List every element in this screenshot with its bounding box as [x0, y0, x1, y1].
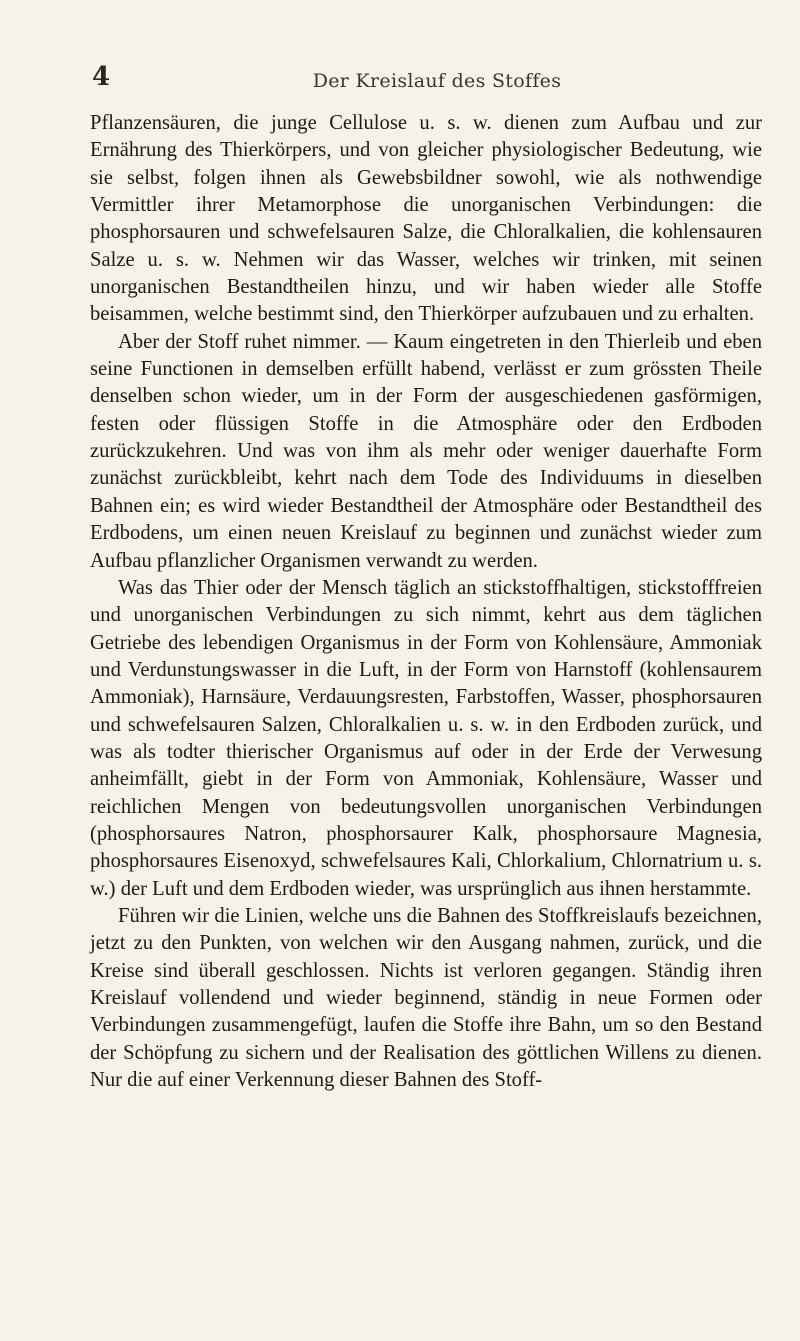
page-number: 4 [92, 62, 111, 92]
body-text [90, 110, 762, 1094]
page-header [92, 62, 782, 98]
running-head: Der Kreislauf des Stoffes [312, 70, 562, 92]
paragraph-2: Aber der Stoff ruhet nimmer. — Kaum eingetreten in den Thierleib und eben seine Functionen in demselben erfüllt habend, verlässt er zum grössten Theile denselben schon wieder, um in der Form der ausgeschiedenen gasförmigen, festen oder flüssigen Stoffe in die Atmosphäre oder den Erdboden zurückzukehren. Und was von ihm als mehr oder weniger dauerhafte Form zunächst zurückbleibt, kehrt nach dem Tode des Individuums in dieselben Bahnen ein; es wird wieder Bestandtheil der Atmosphäre oder Bestandtheil des Erdbodens, um einen neuen Kreislauf zu beginnen und zunächst wieder zum Aufbau pflanzlicher Organismen verwandt zu werden. [90, 330, 762, 572]
paragraph-3: Was das Thier oder der Mensch täglich an stickstoffhaltigen, stickstofffreien und unorganischen Verbindungen zu sich nimmt, kehrt aus dem täglichen Getriebe des lebendigen Organismus in der Form von Kohlensäure, Ammoniak und Verdunstungswasser in die Luft, in der Form von Harnstoff (kohlensaurem Ammoniak), Harnsäure, Verdauungsresten, Farbstoffen, Wasser, phosphorsauren und schwefelsauren Salzen, Chloralkalien u. s. w. in den Erdboden zurück, und was als todter thierischer Organismus auf oder in der Erde der Verwesung anheimfällt, giebt in der Form von Ammoniak, Kohlensäure, Wasser und reichlichen Mengen von bedeutungsvollen unorganischen Verbindungen (phosphorsaures Natron, phosphorsaurer Kalk, phosphorsaure Magnesia, phosphorsaures Eisenoxyd, schwefelsaures Kali, Chlorkalium, Chlornatrium u. s. w.) der Luft und dem Erdboden wieder, was ursprünglich aus ihnen herstammte. [90, 576, 762, 900]
paragraph-4: Führen wir die Linien, welche uns die Bahnen des Stoffkreislaufs bezeichnen, jetzt zu den Punkten, von welchen wir den Ausgang nahmen, zurück, und die Kreise sind überall geschlossen. Nichts ist verloren gegangen. Ständig ihren Kreislauf vollendend und wieder beginnend, ständig in neue Formen oder Verbindungen zusammengefügt, laufen die Stoffe ihre Bahn, um so den Bestand der Schöpfung zu sichern und der Realisation des göttlichen Willens zu dienen. Nur die auf einer Verkennung dieser Bahnen des Stoff- [90, 904, 762, 1092]
paragraph-1: Pflanzensäuren, die junge Cellulose u. s. w. dienen zum Aufbau und zur Ernährung des Thierkörpers, und von gleicher physiologischer Bedeutung, wie sie selbst, folgen ihnen als Gewebsbildner sowohl, wie als nothwendige Vermittler ihrer Metamorphose die unorganischen Verbindungen: die phosphorsauren und schwefelsauren Salze, die Chloralkalien, die kohlensauren Salze u. s. w. Nehmen wir das Wasser, welches wir trinken, mit seinen unorganischen Bestandtheilen hinzu, und wir haben wieder alle Stoffe beisammen, welche bestimmt sind, den Thierkörper aufzubauen und zu erhalten. [90, 112, 762, 326]
